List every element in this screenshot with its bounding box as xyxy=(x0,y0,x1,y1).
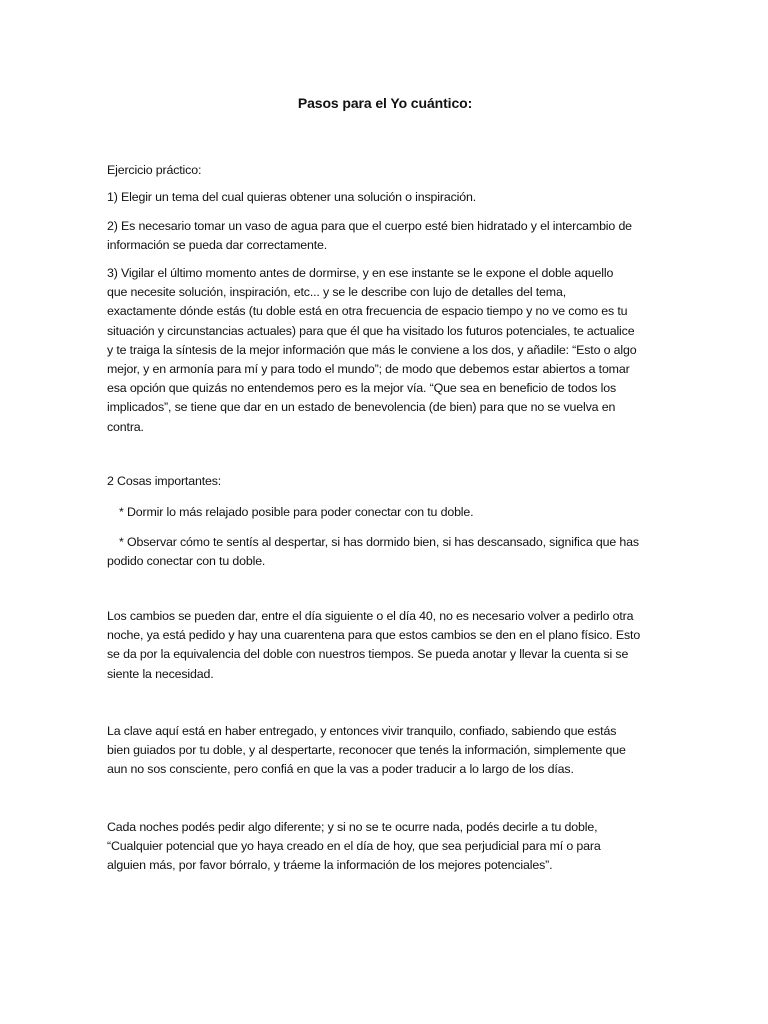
step-3-paragraph xyxy=(107,264,663,437)
text-line: esa opción que quizás no entendemos pero es la mejor vía. “Que sea en beneficio de todos los xyxy=(107,381,617,396)
important-heading: 2 Cosas importantes: xyxy=(107,474,222,488)
text-line: aun no sos consciente, pero confiá en que la vas a poder traducir a lo largo de los días. xyxy=(107,762,574,777)
document-title: Pasos para el Yo cuántico: xyxy=(297,95,473,111)
text-line: 3) Vigilar el último momento antes de dormirse, y en ese instante se le expone el doble aquello xyxy=(107,266,614,280)
paragraph-cambios xyxy=(107,607,663,684)
text-line: La clave aquí está en haber entregado, y entonces vivir tranquilo, confiado, sabiendo que estás xyxy=(107,724,617,738)
bullet-1 xyxy=(107,503,675,522)
paragraph-noches xyxy=(107,818,663,876)
text-line: mejor, y en armonía para mí y para todo el mundo”; de modo que debemos estar abiertos a tomar xyxy=(107,362,630,377)
text-line: * Dormir lo más relajado posible para poder conectar con tu doble. xyxy=(119,505,474,519)
text-line: alguien más, por favor bórralo, y tráeme la información de los mejores potenciales”. xyxy=(107,858,553,873)
bullet-2 xyxy=(107,533,663,571)
text-line: * Observar cómo te sentís al despertar, si has dormido bien, si has descansado, significa que has xyxy=(119,535,639,549)
text-line: Cada noches podés pedir algo diferente; y si no se te ocurre nada, podés decirle a tu doble, xyxy=(107,820,598,834)
text-line: “Cualquier potencial que yo haya creado en el día de hoy, que sea perjudicial para mí o para xyxy=(107,839,601,854)
text-line: podido conectar con tu doble. xyxy=(107,554,266,569)
text-line: se da por la equivalencia del doble con nuestros tiempos. Se pueda anotar y llevar la cuenta si se xyxy=(107,647,629,662)
text-line: y te traiga la síntesis de la mejor información que más le conviene a los dos, y añadile: “Esto o algo xyxy=(107,342,637,357)
text-line: implicados”, se tiene que dar en un estado de benevolencia (de bien) para que no se vuelva en xyxy=(107,400,616,415)
text-line: información se pueda dar correctamente. xyxy=(107,238,328,253)
text-line: 1) Elegir un tema del cual quieras obtener una solución o inspiración. xyxy=(107,190,477,204)
text-line: noche, ya está pedido y hay una cuarentena para que estos cambios se den en el plano físico. Esto xyxy=(107,628,641,643)
text-line: siente la necesidad. xyxy=(107,666,214,681)
paragraph-clave xyxy=(107,722,663,780)
text-line: que necesite solución, inspiración, etc... y se le describe con lujo de detalles del tema, xyxy=(107,285,566,300)
text-line: situación y circunstancias actuales) para que él que ha visitado los futuros potenciales, te actualice xyxy=(107,323,635,338)
text-line: exactamente dónde estás (tu doble está en otra frecuencia de espacio tiempo y no ve como es tu xyxy=(107,304,628,319)
step-1-paragraph xyxy=(107,188,663,207)
text-line: contra. xyxy=(107,419,144,434)
text-line: Los cambios se pueden dar, entre el día siguiente o el día 40, no es necesario volver a pedirlo otra xyxy=(107,609,634,623)
step-2-paragraph xyxy=(107,217,663,255)
text-line: bien guiados por tu doble, y al despertarte, reconocer que tenés la información, simplemente que xyxy=(107,743,626,758)
exercise-heading: Ejercicio práctico: xyxy=(107,163,202,177)
text-line: 2) Es necesario tomar un vaso de agua para que el cuerpo esté bien hidratado y el intercambio de xyxy=(107,219,632,233)
